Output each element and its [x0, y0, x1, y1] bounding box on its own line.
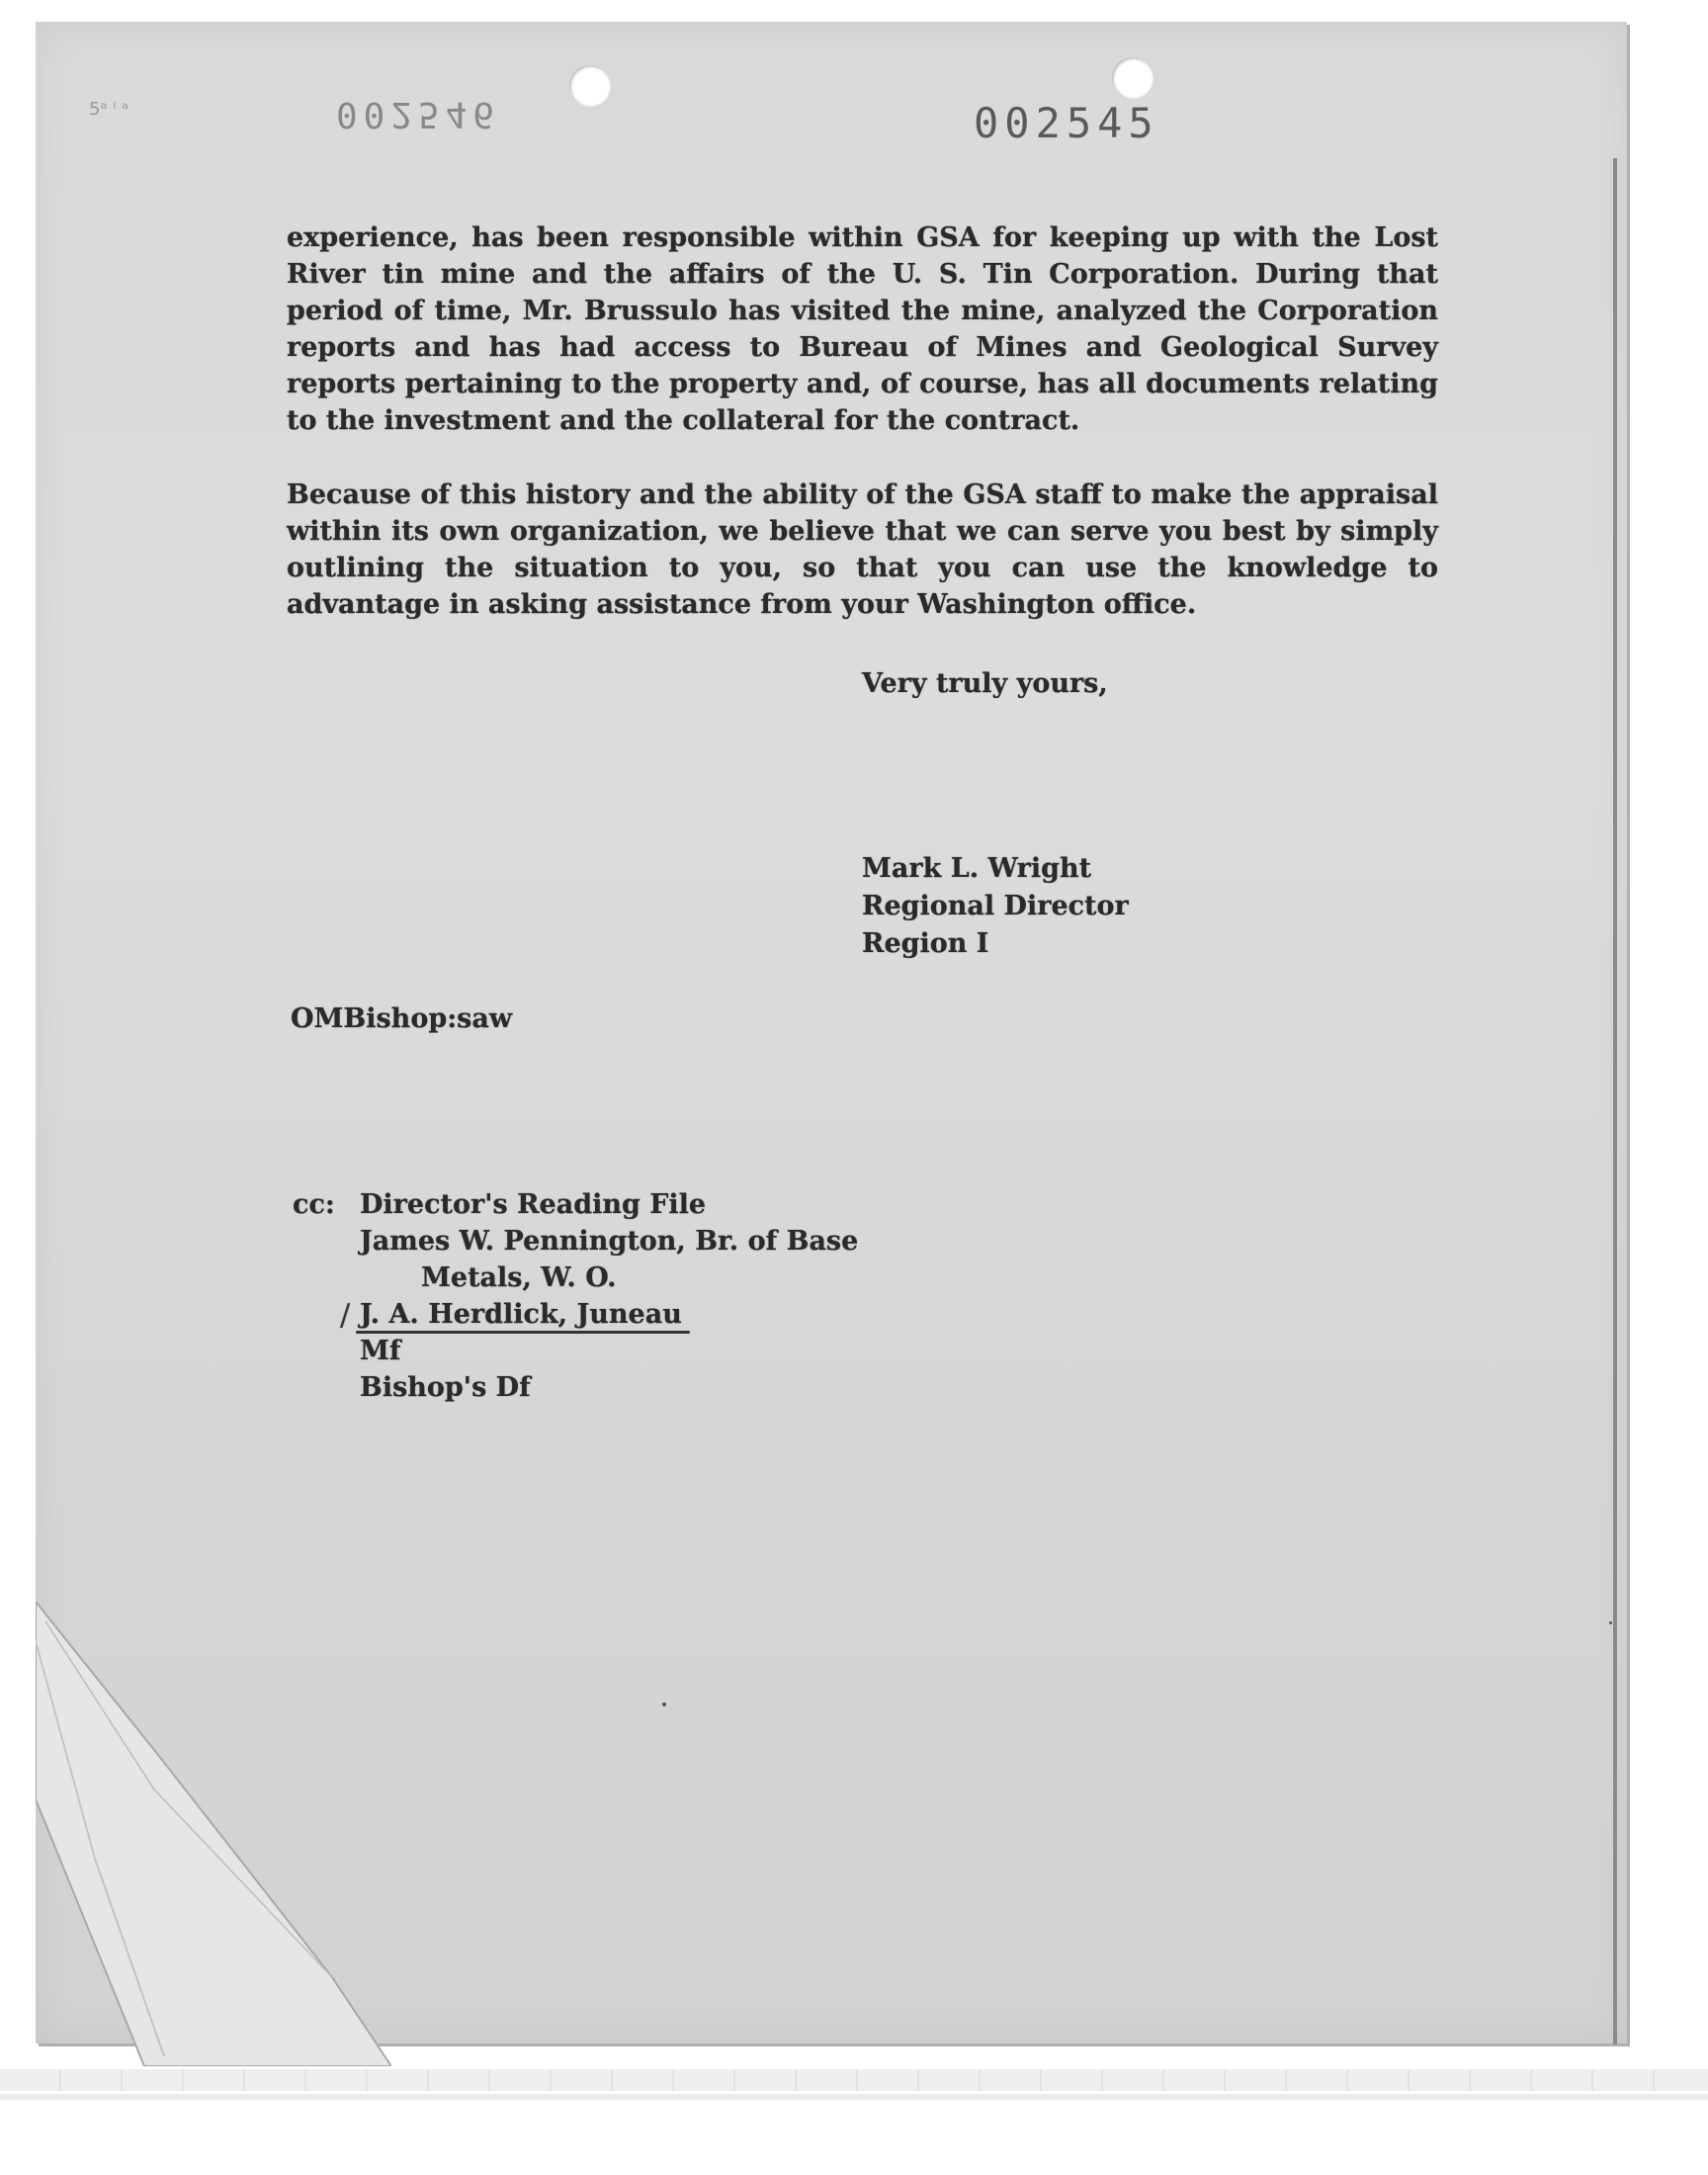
cc-recipient-list: [340, 1186, 859, 1406]
page-edge: [1613, 158, 1617, 2044]
signer-name: Mark L. Wright: [862, 853, 1092, 884]
punch-hole-right: [1112, 57, 1153, 99]
signer-region: Region I: [862, 928, 989, 959]
signature-block: [862, 850, 1129, 963]
cc-recipient: Bishop's Df: [360, 1372, 531, 1403]
scanner-footer-band: [0, 2069, 1708, 2091]
page-number-stamp: 002545: [974, 99, 1159, 147]
cc-recipient: James W. Pennington, Br. of Base: [360, 1226, 859, 1257]
page-number-stamp-mirrored: 002546: [336, 94, 501, 134]
cc-recipient-checked: [340, 1296, 858, 1333]
check-mark: /: [340, 1298, 351, 1333]
body-paragraph-1: experience, has been responsible within GSA for keeping up with the Lost River tin mine and the affairs of the U. S. Tin Corporation. During that period of time, Mr. Brussulo has visited the mine, analyzed the Corporation reports and has had access to Bureau of Mines and Geological Survey reports pertaining to the property and, of course, has all documents relating to the investment and the collateral for the contract.: [287, 222, 1438, 436]
cc-label: cc:: [293, 1189, 335, 1220]
punch-hole-left: [569, 65, 611, 107]
scanner-footer-line: [0, 2094, 1708, 2100]
typist-initials: OMBishop:saw: [291, 1003, 513, 1034]
cc-recipient-underlined: J. A. Herdlick, Juneau: [360, 1299, 682, 1330]
scan-speck: [1609, 1621, 1612, 1624]
corner-scribble: 5ᵃ ˡ ᵃ: [89, 99, 128, 120]
closing-salutation: Very truly yours,: [862, 668, 1108, 699]
cc-recipient: Metals, W. O.: [421, 1262, 617, 1293]
cc-recipient: Director's Reading File: [360, 1189, 707, 1220]
body-paragraph-2: Because of this history and the ability of the GSA staff to make the appraisal within its own organization, we believe that we can serve you best by simply outlining the situation to you, so that you can use the knowledge to advantage in asking assistance from your Washington office.: [287, 479, 1438, 620]
scan-speck: [662, 1702, 666, 1706]
signer-title: Regional Director: [862, 891, 1129, 921]
cc-recipient: Mf: [360, 1336, 401, 1366]
